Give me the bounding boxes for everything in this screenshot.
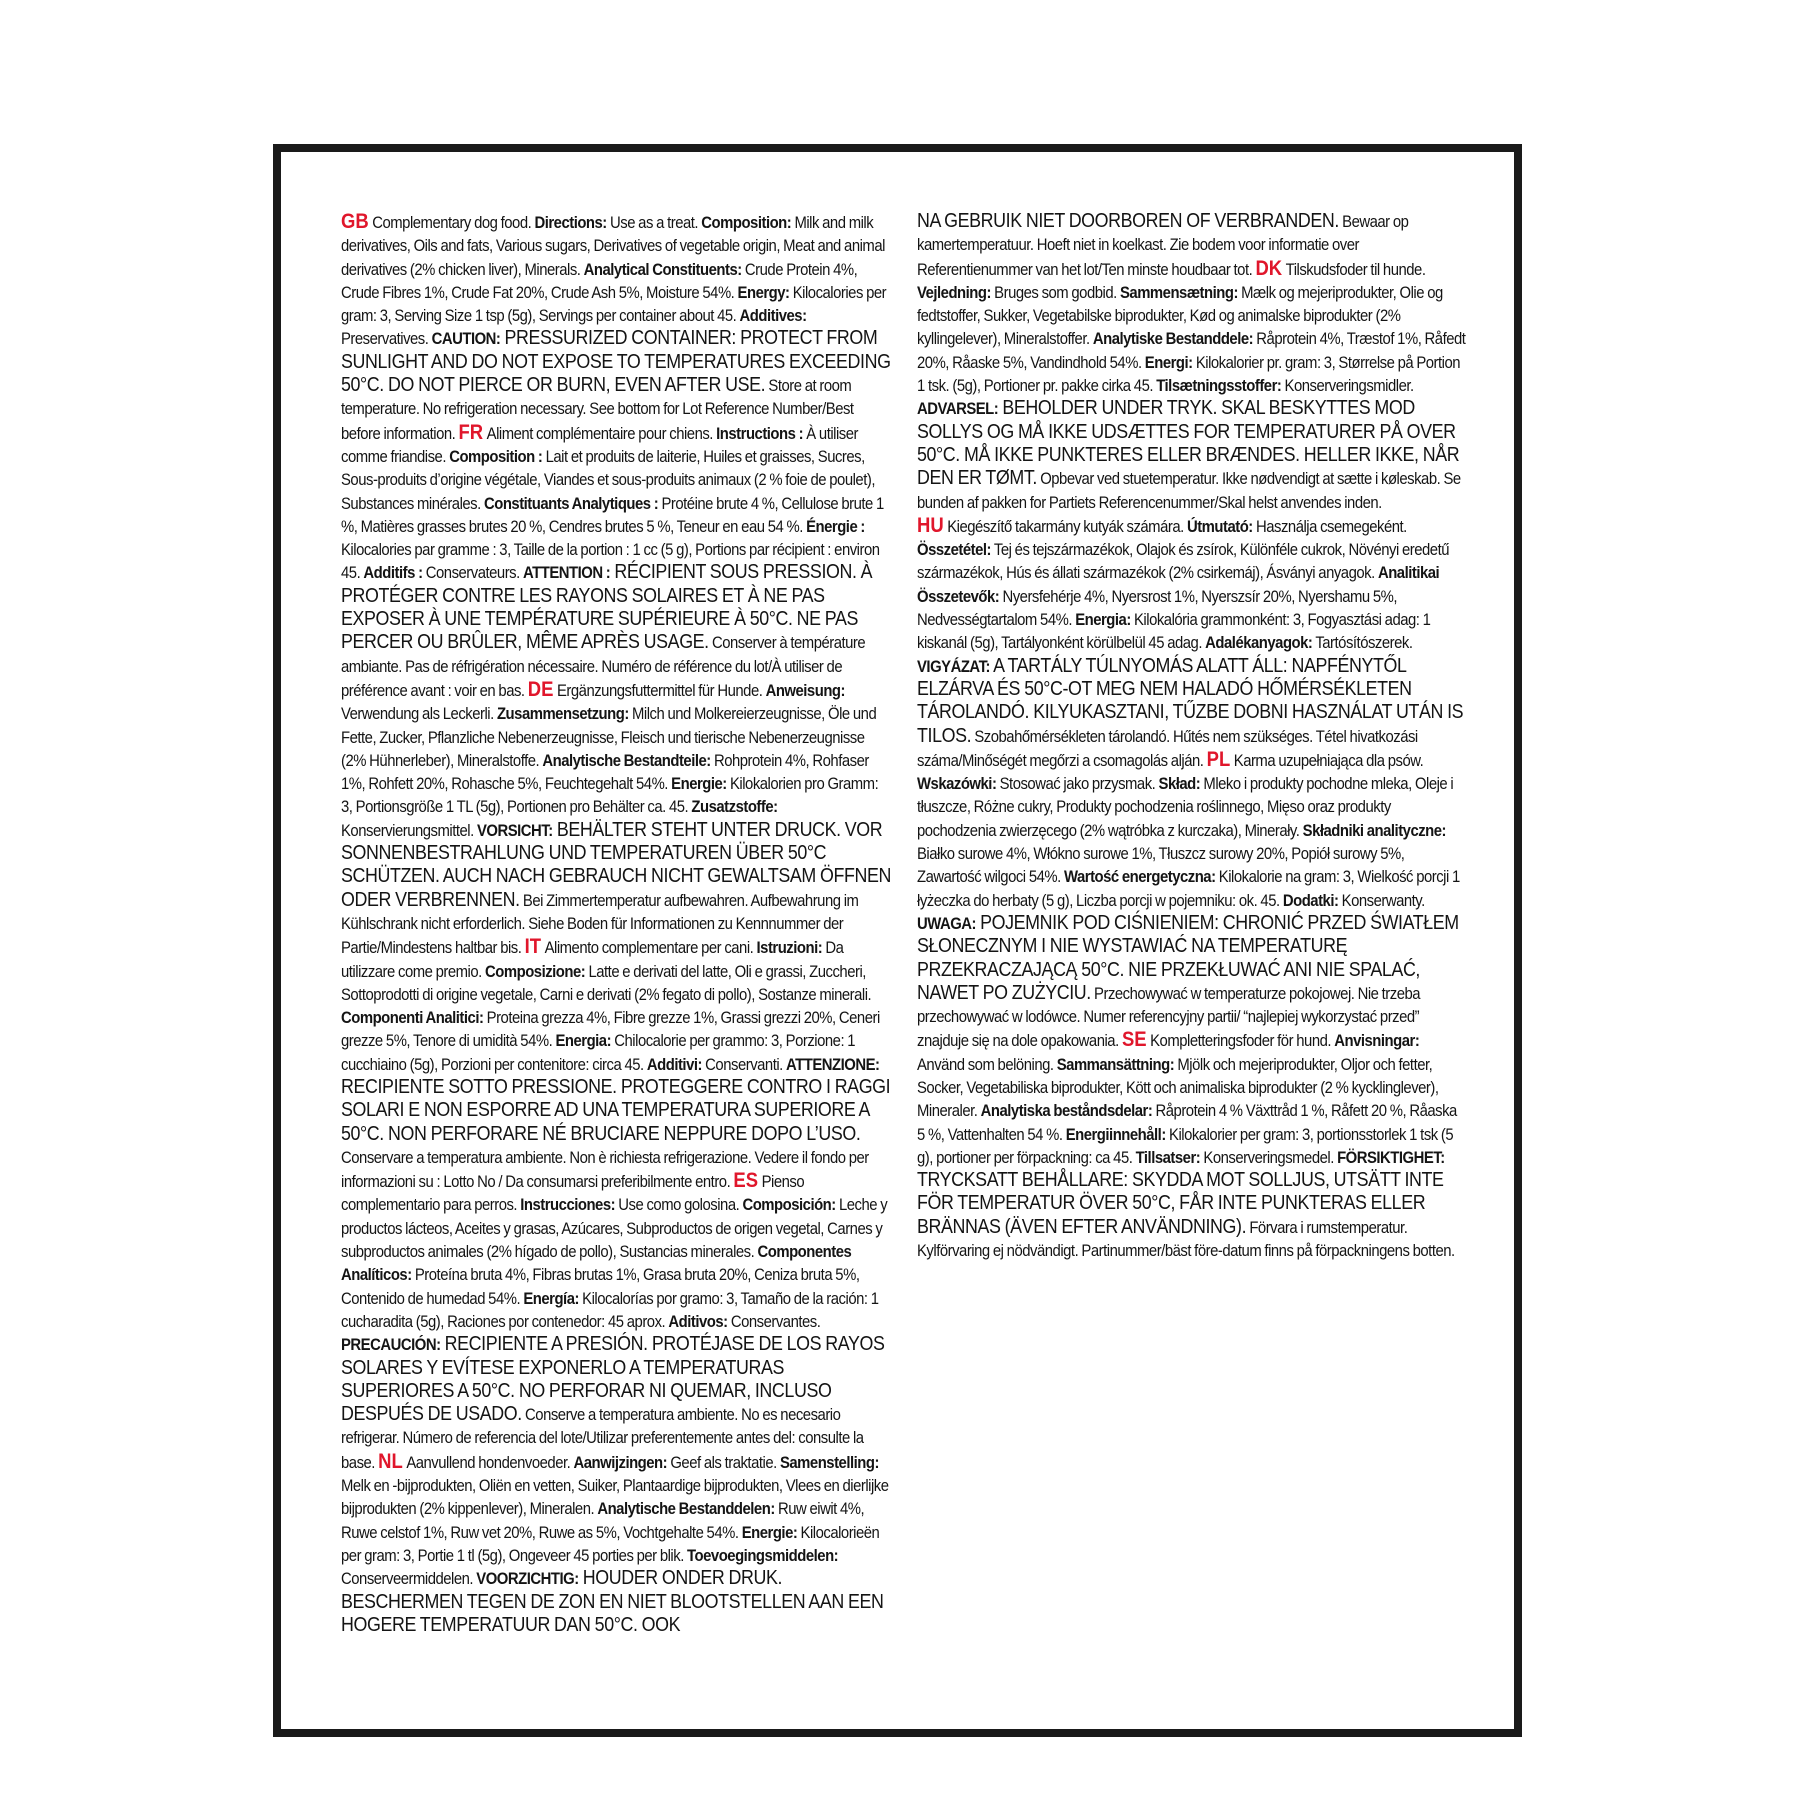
body-text: Alimento complementare per cani.: [544, 938, 757, 958]
body-text: Bewaar op kamertemperatuur. Hoeft niet in koelkast. Zie bodem voor informatie over Referentienummer van het lot/Ten minste houdbaar tot.: [917, 212, 1409, 279]
field-label: Additives:: [739, 306, 807, 326]
field-label: Dodatki:: [1282, 890, 1339, 910]
field-label: Constituants Analytiques :: [483, 493, 659, 513]
body-text: Kilocalorieën per gram: 3, Portie 1 tl (5g), Ongeveer 45 porties per blik.: [341, 1522, 880, 1565]
field-label: Energie:: [671, 774, 727, 794]
warning-text: A TARTÁLY TÚLNYOMÁS ALATT ÁLL: NAPFÉNYTŐL ELZÁRVA ÉS 50°C-OT MEG NEM HALADÓ HŐMÉRSÉKLETEN TÁROLANDÓ. KILYUKASZTANI, TŰZBE DOBNI HASZNÁLAT UTÁN IS TILOS.: [917, 654, 1464, 747]
body-text: Latte e derivati del latte, Oli e grassi, Zuccheri, Sottoprodotti di origine vegetale, Carni e derivati (2% fegato di pollo), Sostanze minerali.: [341, 961, 872, 1004]
lang-code: SE: [1121, 1028, 1147, 1052]
field-label: Sammensætning:: [1119, 282, 1238, 302]
field-label: Aanwijzingen:: [573, 1452, 668, 1472]
field-label: Énergie :: [806, 516, 865, 536]
body-text: Aliment complémentaire pour chiens.: [486, 423, 717, 443]
field-label: Aditivos:: [668, 1311, 728, 1331]
lang-code: HU: [917, 513, 944, 537]
field-label: Analytiske Bestanddele:: [1092, 329, 1254, 349]
lang-section-dk: [917, 256, 1466, 512]
body-text: Mleko i produkty pochodne mleka, Oleje i tłuszcze, Różne cukry, Produkty pochodzenia roślinnego, Mięso oraz produkty pochodzenia zwierzęcego (2% wątróbka z kurczaka), Minerały.: [917, 774, 1454, 840]
label-frame: [273, 144, 1522, 1737]
field-label: VORSICHT:: [476, 820, 553, 840]
field-label: PRECAUCIÓN:: [341, 1335, 441, 1355]
body-text: Conserver à température ambiante. Pas de réfrigération nécessaire. Numéro de référence du lot/À utiliser de préférence avant : voir en bas.: [341, 633, 866, 700]
field-label: UWAGA:: [917, 913, 977, 933]
field-label: Energie:: [741, 1522, 798, 1542]
body-text: Kilokalorie na gram: 3, Wielkość porcji 1 łyżeczka do herbaty (5 g), Liczba porcji w pojemniku: ok. 45.: [917, 867, 1460, 910]
field-label: ATTENTION :: [522, 563, 611, 583]
lang-section-se: [917, 1028, 1457, 1261]
lang-section-hu: [917, 513, 1464, 770]
body-text: Råprotein 4 % Växttråd 1 %, Råfett 20 %, Råaska 5 %, Vattenhalten 54 %.: [917, 1101, 1457, 1144]
field-label: Zusatzstoffe:: [691, 797, 778, 817]
lang-section-de: [341, 677, 891, 958]
field-label: Analytische Bestandteile:: [542, 750, 711, 770]
body-text: Pienso complementario para perros.: [341, 1172, 805, 1215]
warning-text: PRESSURIZED CONTAINER: PROTECT FROM SUNLIGHT AND DO NOT EXPOSE TO TEMPERATURES EXCEEDING 50°C. DO NOT PIERCE OR BURN, EVEN AFTER USE.: [341, 327, 891, 397]
body-text: Mælk og mejeriprodukter, Olie og fedtstoffer, Sukker, Vegetabilske biprodukter, Kød og animalske biprodukter (2% kyllingelever), Mineralstoffer.: [917, 282, 1443, 349]
field-label: Składniki analityczne:: [1302, 820, 1447, 840]
body-text: Geef als traktatie.: [667, 1452, 780, 1472]
field-label: Anvisningar:: [1334, 1031, 1420, 1051]
field-label: Componenti Analitici:: [341, 1008, 484, 1028]
body-text: Chilocalorie per grammo: 3, Porzione: 1 cucchiaino (5g), Porzioni per contenitore: circa 45.: [341, 1031, 856, 1074]
body-text: Använd som belöning.: [917, 1054, 1057, 1074]
body-text: Használja csemegeként.: [1252, 516, 1407, 536]
warning-text: POJEMNIK POD CIŚNIENIEM: CHRONIĆ PRZED ŚWIATŁEM SŁONECZNYM I NIE WYSTAWIAĆ NA TEMPERATURĘ PRZEKRACZAJĄCĄ 50°C. NIE PRZEKŁUWAĆ ANI NIE SPALAĆ, NAWET PO ZUŻYCIU.: [917, 911, 1459, 1004]
body-text: Tej és tejszármazékok, Olajok és zsírok, Különféle cukrok, Növényi eredetű származékok, Hús és állati származékok (2% csirkemáj), Ásványi anyagok.: [917, 540, 1450, 583]
body-text: Conservare a temperatura ambiente. Non è richiesta refrigerazione. Vedere il fondo per informazioni su : Lotto No / Da consumarsi preferibilmente entro.: [341, 1147, 869, 1192]
body-text: Kilocalorías por gramo: 3, Tamaño de la ración: 1 cucharadita (5g), Raciones por contenedor: 45 aprox.: [341, 1288, 879, 1331]
body-text: Konservierungsmittel.: [341, 820, 477, 840]
field-label: Analytical Constituents:: [583, 259, 742, 279]
body-text: Szobahőmérsékleten tárolandó. Hűtés nem szükséges. Tétel hivatkozási száma/Minőségét megőrzi a csomagolás alján.: [917, 726, 1418, 770]
warning-text: HOUDER ONDER DRUK. BESCHERMEN TEGEN DE ZON EN NIET BLOOTSTELLEN AAN EEN HOGERE TEMPERATUUR DAN 50°C. OOK: [341, 1567, 884, 1636]
body-text: Aanvullend hondenvoeder.: [406, 1452, 574, 1472]
body-text: Milch und Molkereierzeugnisse, Öle und Fette, Zucker, Pflanzliche Nebenerzeugnisse, Fleisch und tierische Nebenerzeugnisse (2% Hühnerleber), Mineralstoffe.: [341, 704, 877, 770]
lang-code: FR: [458, 420, 484, 444]
field-label: Composición:: [742, 1195, 836, 1215]
field-label: Wskazówki:: [917, 774, 997, 794]
field-label: Composition:: [701, 213, 792, 232]
lang-code: PL: [1206, 747, 1231, 771]
body-text: Opbevar ved stuetemperatur. Ikke nødvendigt at sætte i køleskab. Se bunden af pakken for Partiets Referencenummer/Skal helst anvendes inden.: [917, 469, 1461, 512]
field-label: Additifs :: [363, 563, 423, 583]
field-label: FÖRSIKTIGHET:: [1337, 1147, 1445, 1167]
lang-section-it: [341, 935, 891, 1192]
body-text: Leche y productos lácteos, Aceites y grasas, Azúcares, Subproductos de origen vegetal, Carnes y subproductos animales (2% hígado de pollo), Sustancias minerales.: [341, 1195, 888, 1262]
field-label: Composition :: [449, 446, 543, 466]
body-text: Przechowywać w temperaturze pokojowej. Nie trzeba przechowywać w lodówce. Numer referencyjny partii/ “najlepiej wykorzystać przed” znajduje się na dole opakowania.: [917, 983, 1421, 1051]
body-text: Förvara i rumstemperatur. Kylförvaring ej nödvändigt. Partinummer/bäst före-datum finns på förpackningens botten.: [917, 1217, 1455, 1261]
body-text: Use as a treat.: [606, 213, 702, 232]
lang-code: DK: [1255, 256, 1283, 280]
field-label: Útmutató:: [1186, 516, 1253, 536]
body-text: Proteina grezza 4%, Fibre grezze 1%, Grassi grezzi 20%, Ceneri grezze 5%, Tenore di umidità 54%.: [341, 1008, 880, 1051]
body-text: Da utilizzare come premio.: [341, 938, 844, 981]
body-text: Conservantes.: [727, 1311, 821, 1331]
body-text: Preservatives.: [341, 329, 432, 349]
body-text: Bruges som godbid.: [990, 282, 1120, 302]
body-text: Kilokalorier per gram: 3, portionsstorlek 1 tsk (5 g), portioner per förpackning: ca 45.: [917, 1124, 1454, 1167]
body-text: Mjölk och mejeriprodukter, Oljor och fetter, Socker, Vegetabiliska biprodukter, Kött och animaliska biprodukter (2 % kycklinglever), Mineraler.: [917, 1054, 1439, 1121]
field-label: Energia:: [1075, 610, 1131, 630]
body-text: Melk en -bijprodukten, Oliën en vetten, Suiker, Plantaardige bijprodukten, Vlees en dierlijke bijprodukten (2% kippenlever), Mineralen.: [341, 1476, 889, 1519]
lang-section-gb: [341, 210, 891, 443]
field-label: VIGYÁZAT:: [917, 656, 990, 676]
body-text: Ergänzungsfuttermittel für Hunde.: [556, 680, 766, 700]
field-label: Sammansättning:: [1056, 1054, 1175, 1074]
lang-code: GB: [341, 210, 369, 233]
body-text: Tilskudsfoder til hunde.: [1285, 259, 1426, 279]
body-text: Kilocalories par gramme : 3, Taille de la portion : 1 cc (5 g), Portions par récipient : environ 45.: [341, 540, 880, 583]
lang-section-fr: [341, 420, 884, 700]
field-label: Vejledning:: [917, 282, 991, 302]
body-text: Stosować jako przysmak.: [996, 774, 1159, 794]
field-label: ADVARSEL:: [917, 399, 999, 419]
body-text: Kilokalória grammonként: 3, Fogyasztási adag: 1 kiskanál (5g), Tartályonként körülbelül 45 adag.: [917, 610, 1431, 653]
field-label: Analitikai Összetevők:: [917, 563, 1440, 606]
body-text: Kompletteringsfoder för hund.: [1150, 1031, 1335, 1051]
body-text: Konserwanty.: [1338, 890, 1425, 910]
body-text: Råprotein 4%, Træstof 1%, Råfedt 20%, Råaske 5%, Vandindhold 54%.: [917, 329, 1466, 372]
body-text: Use como golosina.: [615, 1195, 743, 1215]
lang-section-nl: [341, 1449, 889, 1636]
text-column-right: [917, 210, 1467, 1262]
body-text: Verwendung als Leckerli.: [341, 704, 497, 724]
field-label: ATTENZIONE:: [786, 1054, 880, 1074]
field-label: Skład:: [1158, 774, 1201, 794]
body-text: Białko surowe 4%, Włókno surowe 1%, Tłuszcz surowy 20%, Popiół surowy 5%, Zawartość wilgoci 54%.: [917, 844, 1405, 887]
warning-text: RÉCIPIENT SOUS PRESSION. À PROTÉGER CONTRE LES RAYONS SOLAIRES ET À NE PAS EXPOSER À UNE TEMPÉRATURE SUPÉRIEURE À 50°C. NE PAS PERCER OU BRÛLER, MÊME APRÈS USAGE.: [341, 561, 873, 654]
body-text: Kilocalories per gram: 3, Serving Size 1 tsp (5g), Servings per container about 45.: [341, 282, 887, 326]
body-text: Complementary dog food.: [372, 213, 535, 232]
field-label: Energia:: [555, 1031, 612, 1051]
warning-text: TRYCKSATT BEHÅLLARE: SKYDDA MOT SOLLJUS, UTSÄTT INTE FÖR TEMPERATUR ÖVER 50°C, FÅR INTE PUNKTERAS ELLER BRÄNNAS (ÄVEN EFTER ANVÄNDNING).: [917, 1169, 1444, 1238]
body-text: Karma uzupełniająca dla psów.: [1233, 750, 1424, 770]
field-label: Adalékanyagok:: [1205, 633, 1313, 653]
warning-text: RECIPIENTE SOTTO PRESSIONE. PROTEGGERE CONTRO I RAGGI SOLARI E NON ESPORRE AD UNA TEMPERATURA SUPERIORE A 50°C. NON PERFORARE NÉ BRUCIARE NEPPURE DOPO L’USO.: [341, 1075, 891, 1145]
body-text: Kilokalorier pr. gram: 3, Størrelse på Portion 1 tsk. (5g), Portioner pr. pakke cirka 45.: [917, 352, 1461, 396]
body-text: Conservanti.: [701, 1054, 787, 1074]
field-label: Componentes Analíticos:: [341, 1242, 852, 1285]
warning-text: BEHOLDER UNDER TRYK. SKAL BESKYTTES MOD SOLLYS OG MÅ IKKE UDSÆTTES FOR TEMPERATURER PÅ OVER 50°C. MÅ IKKE PUNKTERES ELLER BRÆNDES. HELLER IKKE, NÅR DEN ER TØMT.: [917, 397, 1460, 490]
field-label: Energiinnehåll:: [1065, 1124, 1166, 1144]
field-label: Energi:: [1144, 352, 1193, 372]
field-label: Toevoegingsmiddelen:: [687, 1545, 839, 1565]
field-label: Additivi:: [646, 1054, 702, 1074]
text-column-left: [341, 210, 891, 1637]
body-text: Kilokalorien pro Gramm: 3, Portionsgröße 1 TL (5g), Portionen pro Behälter ca. 45.: [341, 774, 879, 817]
field-label: Analytiska beståndsdelar:: [980, 1101, 1153, 1121]
body-text: Conserveermiddelen.: [341, 1569, 477, 1589]
body-text: Lait et produits de laiterie, Huiles et graisses, Sucres, Sous-produits d’origine végétale, Viandes et sous-produits animaux (2 % foie de poulet), Substances minérales.: [341, 446, 875, 513]
field-label: Samenstelling:: [779, 1452, 879, 1472]
body-text: Bei Zimmertemperatur aufbewahren. Aufbewahrung im Kühlschrank nicht erforderlich. Siehe Boden für Informationen zu Kennnummer der Partie/Mindestens haltbar bis.: [341, 890, 859, 958]
lang-code: ES: [733, 1169, 759, 1193]
field-label: Instrucciones:: [520, 1195, 616, 1215]
field-label: Tilsætningsstoffer:: [1156, 376, 1282, 396]
body-text: Proteína bruta 4%, Fibras brutas 1%, Grasa bruta 20%, Ceniza bruta 5%, Contenido de humedad 54%.: [341, 1265, 860, 1308]
field-label: Composizione:: [485, 961, 586, 981]
body-text: Ruw eiwit 4%, Ruwe celstof 1%, Ruw vet 20%, Ruwe as 5%, Vochtgehalte 54%.: [341, 1499, 865, 1542]
body-text: Conservateurs.: [422, 563, 523, 583]
field-label: VOORZICHTIG:: [476, 1569, 579, 1589]
body-text: Konserveringsmidler.: [1281, 376, 1414, 396]
body-text: Kiegészítő takarmány kutyák számára.: [947, 516, 1187, 536]
field-label: Zusammensetzung:: [496, 704, 629, 724]
field-label: Analytische Bestanddelen:: [597, 1499, 775, 1519]
field-label: Wartość energetyczna:: [1063, 867, 1216, 887]
field-label: Anweisung:: [765, 680, 845, 700]
warning-text: BEHÄLTER STEHT UNTER DRUCK. VOR SONNENBESTRAHLUNG UND TEMPERATUREN ÜBER 50°C SCHÜTZEN. AUCH NACH GEBRAUCH NICHT GEWALTSAM ÖFFNEN ODER VERBRENNEN.: [341, 818, 891, 911]
field-label: Energy:: [737, 282, 790, 302]
body-text: Store at room temperature. No refrigeration necessary. See bottom for Lot Reference Number/Best before information.: [341, 376, 854, 443]
field-label: Directions:: [534, 213, 607, 232]
lang-code: IT: [524, 935, 542, 959]
body-text: Nyersfehérje 4%, Nyersrost 1%, Nyerszsír 20%, Nyershamu 5%, Nedvességtartalom 54%.: [917, 586, 1398, 630]
lang-code: DE: [527, 677, 554, 701]
lang-code: NL: [378, 1449, 403, 1473]
body-text: Crude Protein 4%, Crude Fibres 1%, Crude Fat 20%, Crude Ash 5%, Moisture 54%.: [341, 259, 858, 302]
body-text: Konserveringsmedel.: [1200, 1147, 1338, 1167]
field-label: Tillsatser:: [1135, 1147, 1201, 1167]
warning-text: NA GEBRUIK NIET DOORBOREN OF VERBRANDEN.: [917, 210, 1339, 232]
body-text: Tartósítószerek.: [1312, 633, 1413, 653]
warning-text: RECIPIENTE A PRESIÓN. PROTÉJASE DE LOS RAYOS SOLARES Y EVÍTESE EXPONERLO A TEMPERATURAS SUPERIORES A 50°C. NO PERFORAR NI QUEMAR, INCLUSO DESPUÉS DE USADO.: [341, 1333, 885, 1426]
body-text: Conserve a temperatura ambiente. No es necesario refrigerar. Número de referencia del lote/Utilizar preferentemente antes del: consulte la base.: [341, 1405, 864, 1472]
field-label: Instructions :: [716, 423, 804, 443]
body-text: À utiliser comme friandise.: [341, 423, 859, 466]
field-label: Istruzioni:: [756, 938, 823, 958]
body-text: Protéine brute 4 %, Cellulose brute 1 %, Matières grasses brutes 20 %, Cendres brutes 5 %, Teneur en eau 54 %.: [341, 493, 884, 536]
body-text: Rohprotein 4%, Rohfaser 1%, Rohfett 20%, Rohasche 5%, Feuchtegehalt 54%.: [341, 750, 869, 794]
body-text: Milk and milk derivatives, Oils and fats, Various sugars, Derivatives of vegetable origin, Meat and animal derivatives (2% chicken liver), Minerals.: [341, 213, 885, 279]
field-label: CAUTION:: [431, 329, 501, 349]
field-label: Energía:: [523, 1288, 579, 1308]
field-label: Összetétel:: [917, 540, 991, 560]
